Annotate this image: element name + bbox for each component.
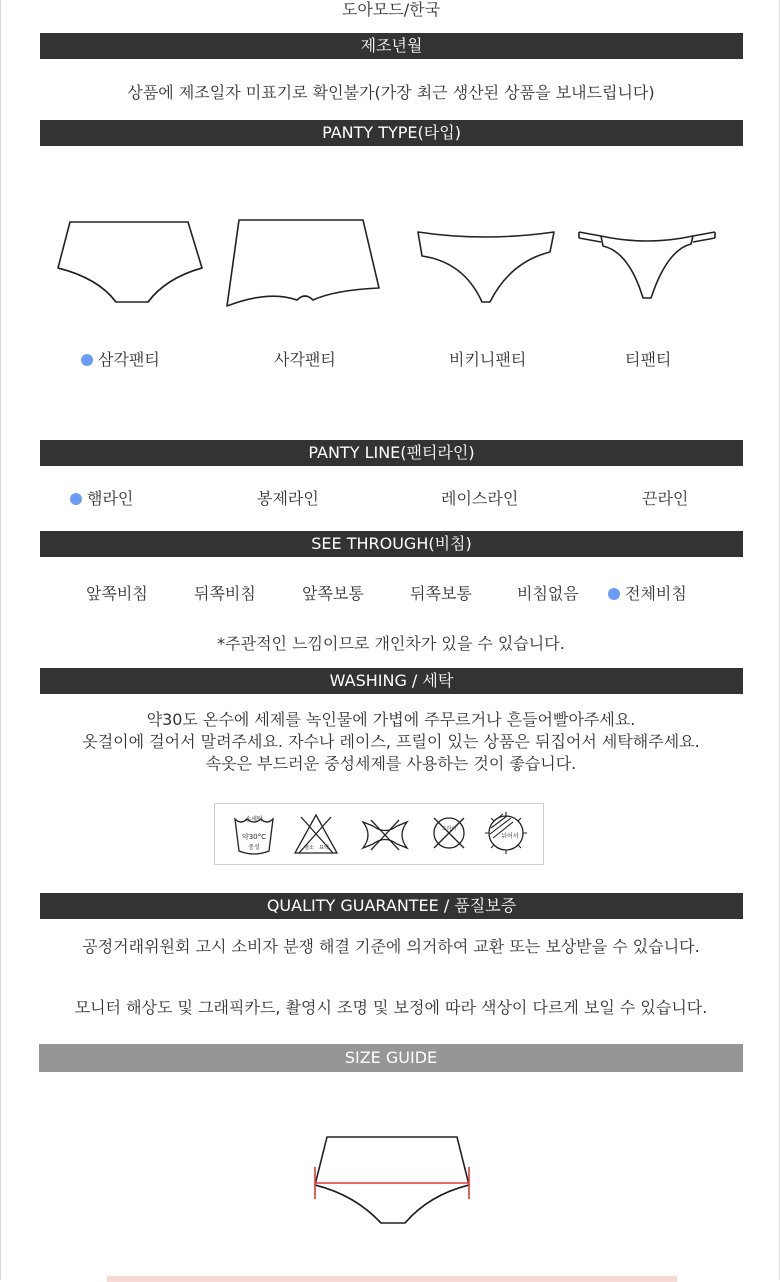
see-through-header: SEE THROUGH(비침)	[40, 531, 743, 557]
panty-type-header: PANTY TYPE(타입)	[40, 120, 743, 146]
no-dry-clean-icon	[430, 814, 468, 852]
size-table-top	[107, 1276, 677, 1282]
washing-line-2: 옷걸이에 걸어서 말려주세요. 자수나 레이스, 프릴이 있는 상품은 뒤집어서 세탁해주세요.	[82, 732, 700, 751]
panty-type-option-boxers: 사각팬티	[274, 350, 336, 369]
panty-line-option-lace: 레이스라인	[441, 489, 519, 508]
washing-header: WASHING / 세탁	[40, 668, 743, 694]
hand-wash-top-text: 손세탁	[245, 816, 263, 823]
flat-dry-icon	[485, 812, 527, 854]
boxers-illustration	[225, 220, 385, 310]
selected-dot-icon	[70, 493, 82, 505]
hand-wash-icon	[233, 813, 275, 857]
panty-line-header: PANTY LINE(팬티라인)	[40, 440, 743, 466]
size-guide-header: SIZE GUIDE	[39, 1044, 743, 1072]
no-bleach-left-text: 염소	[304, 845, 314, 851]
see-through-option-front-normal: 앞쪽보통	[302, 584, 364, 603]
manufacture-header: 제조년월	[40, 33, 743, 59]
hand-wash-bottom-text: 중성	[248, 844, 260, 851]
see-through-option-back: 뒤쪽비침	[194, 584, 256, 603]
selected-dot-icon	[81, 354, 93, 366]
see-through-note: *주관적인 느낌이므로 개인차가 있을 수 있습니다.	[217, 634, 565, 653]
origin-text: 도아모드/한국	[341, 0, 441, 19]
see-through-option-none: 비침없음	[517, 584, 579, 603]
hand-wash-temp-text: 약30°C	[241, 833, 267, 841]
washing-line-3: 속옷은 부드러운 중성세제를 사용하는 것이 좋습니다.	[205, 754, 577, 773]
quality-header: QUALITY GUARANTEE / 품질보증	[40, 893, 743, 919]
flat-dry-text: 뉘어서	[501, 833, 519, 840]
thong-illustration	[577, 228, 717, 308]
dry-clean-text: 드라이	[441, 826, 457, 832]
no-wring-icon	[361, 818, 409, 852]
size-guide-illustration	[309, 1133, 475, 1229]
see-through-option-front: 앞쪽비침	[86, 584, 148, 603]
washing-line-1: 약30도 온수에 세제를 녹인물에 가볍에 주무르거나 흔들어빨아주세요.	[146, 710, 636, 729]
no-bleach-right-text: 표백	[319, 845, 329, 851]
see-through-option-back-normal: 뒤쪽보통	[410, 584, 472, 603]
panty-type-option-thong: 티팬티	[625, 350, 672, 369]
panty-line-option-sewn: 봉제라인	[257, 489, 319, 508]
panty-line-option-string: 끈라인	[642, 489, 689, 508]
panty-line-option-hem: 햄라인	[70, 486, 133, 509]
manufacture-text: 상품에 제조일자 미표기로 확인불가(가장 최근 생산된 상품을 보내드립니다)	[127, 83, 655, 102]
panty-type-option-bikini: 비키니팬티	[449, 350, 527, 369]
bikini-illustration	[414, 228, 559, 308]
quality-text: 공정거래위원회 고시 소비자 분쟁 해결 기준에 의거하여 교환 또는 보상받을 수 있습니다.	[82, 937, 700, 956]
selected-dot-icon	[608, 588, 620, 600]
panty-type-option-briefs: 삼각팬티	[81, 347, 160, 370]
no-bleach-icon	[293, 813, 339, 855]
see-through-option-all: 전체비침	[608, 581, 687, 604]
briefs-illustration	[56, 220, 206, 310]
color-disclaimer: 모니터 해상도 및 그래픽카드, 촬영시 조명 및 보정에 따라 색상이 다르게 보일 수 있습니다.	[74, 998, 708, 1017]
